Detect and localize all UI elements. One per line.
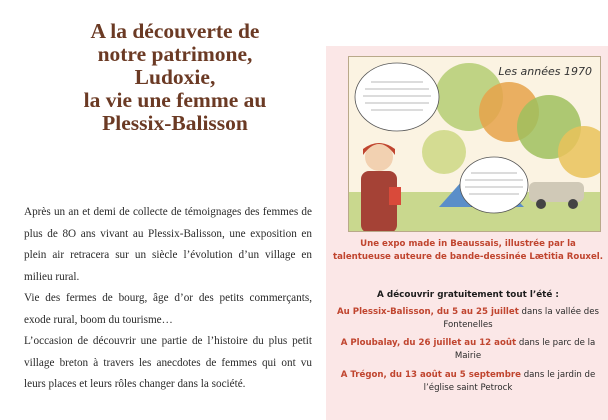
comic-illustration [348, 56, 601, 232]
expo-announcement: Une expo made in Beaussais, illustrée par la talentueuse auteure de bande-dessinée Lætitia Rouxel. [332, 239, 604, 262]
description-paragraph-3: L’occasion de découvrir une partie de l’histoire du plus petit village breton à travers les anecdotes de femmes qui ont vu leurs places et leurs rôles changer dans la société. [24, 335, 312, 390]
description-text [24, 202, 312, 396]
title-line-5: Plessix-Balisson [102, 111, 248, 135]
title-line-4: la vie une femme au [83, 88, 267, 112]
venue-dates: A Trégon, du 13 août au 5 septembre [340, 370, 521, 380]
venue-location: dans le parc de la Mairie [454, 338, 596, 361]
discover-heading: A découvrir gratuitement tout l’été : [377, 290, 559, 300]
venue-item [334, 306, 602, 331]
title-line-3: Ludoxie, [134, 65, 216, 89]
venue-dates: Au Plessix-Balisson, du 5 au 25 juillet [337, 307, 519, 317]
comic-drawing [349, 57, 601, 232]
title-line-1: A la découverte de [90, 19, 260, 43]
venue-item [334, 337, 602, 362]
description-paragraph-1: Après un an et demi de collecte de témoignages des femmes de plus de 8O ans vivant au Plessix-Balisson, une exposition en plein air retracera sur un siècle l’évolution d’un village en milieu rural. [24, 206, 312, 283]
description-paragraph-2: Vie des fermes de bourg, âge d’or des petits commerçants, exode rural, boom du tourisme… [24, 292, 312, 326]
page-title [30, 20, 320, 135]
venue-location: dans la vallée des Fontenelles [443, 307, 599, 330]
venue-item [334, 369, 602, 394]
venue-dates: A Ploubalay, du 26 juillet au 12 août [340, 338, 517, 348]
title-line-2: notre patrimone, [97, 42, 253, 66]
venue-location: dans le jardin de l’église saint Petrock [423, 370, 596, 393]
comic-caption: Les années 1970 [498, 65, 592, 78]
